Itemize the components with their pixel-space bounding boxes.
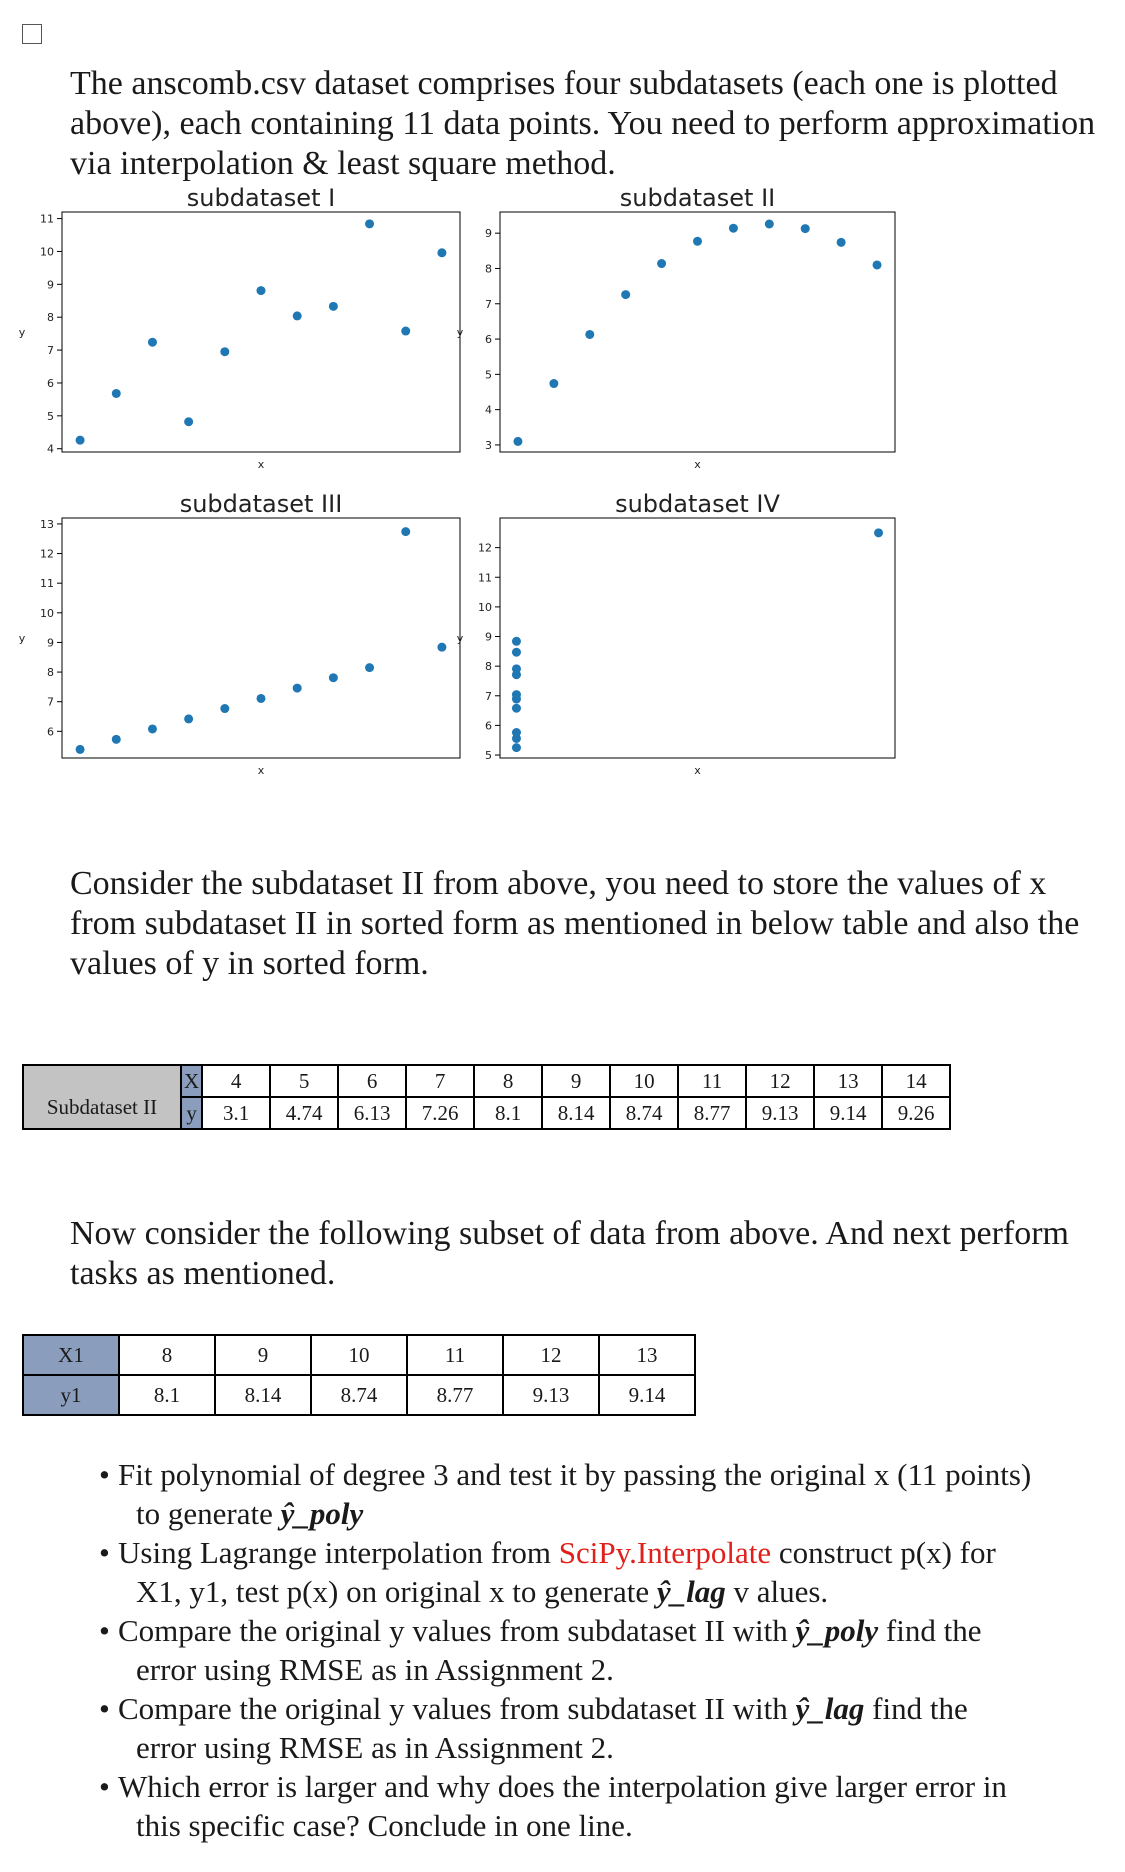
x1-y1-table xyxy=(22,1334,696,1416)
x1-cell: 12 xyxy=(503,1335,599,1375)
data-point xyxy=(512,704,521,713)
task-text: X1, y1, test p(x) on original x to generate xyxy=(136,1574,657,1609)
scatter-panel xyxy=(19,490,460,777)
y-tick-label: 13 xyxy=(40,517,54,531)
x-axis-label: x xyxy=(257,458,265,471)
plot-frame xyxy=(62,518,460,758)
data-point xyxy=(801,224,810,233)
task-text-cont: this specific case? Conclude in one line. xyxy=(136,1808,633,1843)
x-cell: 8 xyxy=(474,1065,542,1097)
scatter-panel xyxy=(19,184,460,471)
x1-cell: 9 xyxy=(215,1335,311,1375)
data-point xyxy=(693,237,702,246)
y-cell: 9.14 xyxy=(814,1097,882,1129)
y-hat-poly-symbol: ŷ_poly xyxy=(795,1613,879,1648)
data-point xyxy=(512,648,521,657)
y-tick-label: 9 xyxy=(485,630,492,644)
data-point xyxy=(401,527,410,536)
bullet: • xyxy=(99,1457,110,1492)
task-text-cont: error using RMSE as in Assignment 2. xyxy=(136,1652,614,1687)
data-point xyxy=(512,664,521,673)
bullet: • xyxy=(99,1613,110,1648)
table-row-x1 xyxy=(23,1335,695,1375)
y-tick-label: 10 xyxy=(40,606,54,620)
task-list xyxy=(95,1455,1105,1845)
y-axis-label: y xyxy=(18,632,26,645)
y-tick-label: 8 xyxy=(47,666,54,680)
anscombe-scatter-plots xyxy=(0,180,1125,777)
data-point xyxy=(401,327,410,336)
y-cell: 8.1 xyxy=(474,1097,542,1129)
y-tick-label: 11 xyxy=(40,577,54,591)
task-text: Which error is larger and why does the interpolation give larger error in xyxy=(118,1769,1007,1804)
data-point xyxy=(437,643,446,652)
scatter-panel xyxy=(457,490,895,777)
x1-cell: 8 xyxy=(119,1335,215,1375)
y-axis-label: y xyxy=(456,326,464,339)
scatter-panel xyxy=(457,184,895,471)
task-text-cont: error using RMSE as in Assignment 2. xyxy=(136,1730,614,1765)
select-checkbox[interactable] xyxy=(22,24,42,44)
data-point xyxy=(729,224,738,233)
y-tick-label: 7 xyxy=(47,344,54,358)
data-point xyxy=(76,745,85,754)
y-tick-label: 9 xyxy=(47,278,54,292)
bullet: • xyxy=(99,1535,110,1570)
data-point xyxy=(365,219,374,228)
data-point xyxy=(293,684,302,693)
data-point xyxy=(257,694,266,703)
y-tick-label: 6 xyxy=(485,719,492,733)
y-cell: 8.77 xyxy=(678,1097,746,1129)
y-header-cell: y xyxy=(181,1097,202,1129)
data-point xyxy=(184,417,193,426)
task-text: to generate xyxy=(136,1496,281,1531)
data-point xyxy=(112,389,121,398)
y-tick-label: 8 xyxy=(485,262,492,276)
y-tick-label: 8 xyxy=(485,660,492,674)
task-item xyxy=(95,1689,1105,1767)
y-tick-label: 12 xyxy=(478,541,492,555)
x-cell: 14 xyxy=(882,1065,950,1097)
x-axis-label: x xyxy=(257,764,265,777)
consider-paragraph: Consider the subdataset II from above, you need to store the values of x from subdataset II in sorted form as mentioned in below table and also the values of y in sorted form. xyxy=(70,865,1080,982)
x-cell: 11 xyxy=(678,1065,746,1097)
data-point xyxy=(765,220,774,229)
y1-cell: 8.74 xyxy=(311,1375,407,1415)
data-point xyxy=(513,437,522,446)
data-point xyxy=(220,347,229,356)
task-text: v alues. xyxy=(725,1574,829,1609)
y-hat-lag-symbol: ŷ_lag xyxy=(795,1691,865,1726)
x-cell: 12 xyxy=(746,1065,814,1097)
chart-title: subdataset III xyxy=(179,490,343,518)
subdataset-label: Subdataset II xyxy=(23,1065,181,1129)
x-axis-label: x xyxy=(694,458,701,471)
y-tick-label: 3 xyxy=(485,438,492,452)
data-point xyxy=(512,637,521,646)
plot-frame xyxy=(500,212,895,452)
y-tick-label: 12 xyxy=(40,547,54,561)
x1-header-cell: X1 xyxy=(23,1335,119,1375)
task-item xyxy=(95,1533,1105,1611)
data-point xyxy=(148,724,157,733)
chart-title: subdataset I xyxy=(186,184,336,212)
y-cell: 3.1 xyxy=(202,1097,270,1129)
y-tick-label: 4 xyxy=(485,403,492,417)
x-cell: 13 xyxy=(814,1065,882,1097)
data-point xyxy=(148,338,157,347)
y-tick-label: 4 xyxy=(47,442,54,456)
plot-frame xyxy=(500,518,895,758)
data-point xyxy=(873,260,882,269)
y-cell: 8.14 xyxy=(542,1097,610,1129)
data-point xyxy=(76,436,85,445)
y-tick-label: 6 xyxy=(485,333,492,347)
task-text: Using Lagrange interpolation from xyxy=(118,1535,559,1570)
y-cell: 6.13 xyxy=(338,1097,406,1129)
scipy-interpolate-link: SciPy.Interpolate xyxy=(558,1535,772,1570)
y-tick-label: 5 xyxy=(47,409,54,423)
data-point xyxy=(220,704,229,713)
y-tick-label: 11 xyxy=(40,212,54,226)
y-tick-label: 5 xyxy=(485,749,492,763)
task-text: construct p(x) for xyxy=(771,1535,996,1570)
y-tick-label: 6 xyxy=(47,725,54,739)
x-cell: 6 xyxy=(338,1065,406,1097)
x1-cell: 13 xyxy=(599,1335,695,1375)
chart-title: subdataset IV xyxy=(615,490,780,518)
task-text: Fit polynomial of degree 3 and test it by passing the original x (11 points) xyxy=(118,1457,1032,1492)
task-text: Compare the original y values from subdataset II with xyxy=(118,1613,796,1648)
task-text: Compare the original y values from subdataset II with xyxy=(118,1691,796,1726)
data-point xyxy=(621,290,630,299)
y-tick-label: 7 xyxy=(47,695,54,709)
data-point xyxy=(549,379,558,388)
x-cell: 7 xyxy=(406,1065,474,1097)
data-point xyxy=(874,528,883,537)
data-point xyxy=(184,714,193,723)
data-point xyxy=(365,663,374,672)
y-hat-poly-symbol: ŷ_poly xyxy=(280,1496,364,1531)
y-tick-label: 10 xyxy=(40,245,54,259)
y-hat-lag-symbol: ŷ_lag xyxy=(656,1574,726,1609)
table-row-x xyxy=(23,1065,950,1097)
task-item xyxy=(95,1455,1105,1533)
y-tick-label: 5 xyxy=(485,368,492,382)
data-point xyxy=(437,248,446,257)
x-cell: 10 xyxy=(610,1065,678,1097)
y-cell: 4.74 xyxy=(270,1097,338,1129)
y-axis-label: y xyxy=(456,632,464,645)
chart-title: subdataset II xyxy=(619,184,776,212)
data-point xyxy=(837,238,846,247)
data-point xyxy=(585,330,594,339)
bullet: • xyxy=(99,1691,110,1726)
y-cell: 7.26 xyxy=(406,1097,474,1129)
y1-header-cell: y1 xyxy=(23,1375,119,1415)
y1-cell: 8.14 xyxy=(215,1375,311,1415)
task-text-cont xyxy=(118,1572,1105,1611)
y1-cell: 8.1 xyxy=(119,1375,215,1415)
y-tick-label: 10 xyxy=(478,600,492,614)
table-row-y1 xyxy=(23,1375,695,1415)
task-text: find the xyxy=(864,1691,968,1726)
task-item xyxy=(95,1767,1105,1845)
subdataset2-table xyxy=(22,1064,951,1130)
x-axis-label: x xyxy=(694,764,701,777)
bullet: • xyxy=(99,1769,110,1804)
y-tick-label: 11 xyxy=(478,571,492,585)
data-point xyxy=(657,259,666,268)
data-point xyxy=(512,743,521,752)
task-item xyxy=(95,1611,1105,1689)
y-tick-label: 9 xyxy=(47,636,54,650)
now-consider-paragraph: Now consider the following subset of data from above. And next perform tasks as mentioned. xyxy=(70,1215,1069,1292)
y-tick-label: 7 xyxy=(485,297,492,311)
data-point xyxy=(293,311,302,320)
data-point xyxy=(112,735,121,744)
y1-cell: 9.13 xyxy=(503,1375,599,1415)
x-header-cell: X xyxy=(181,1065,202,1097)
task-text: find the xyxy=(878,1613,982,1648)
y-tick-label: 9 xyxy=(485,227,492,241)
x-cell: 9 xyxy=(542,1065,610,1097)
y-tick-label: 7 xyxy=(485,689,492,703)
y-axis-label: y xyxy=(18,326,26,339)
data-point xyxy=(512,690,521,699)
y-cell: 9.26 xyxy=(882,1097,950,1129)
y-cell: 8.74 xyxy=(610,1097,678,1129)
x1-cell: 11 xyxy=(407,1335,503,1375)
plot-frame xyxy=(62,212,460,452)
y-cell: 9.13 xyxy=(746,1097,814,1129)
y1-cell: 9.14 xyxy=(599,1375,695,1415)
x1-cell: 10 xyxy=(311,1335,407,1375)
y-tick-label: 8 xyxy=(47,311,54,325)
y-tick-label: 6 xyxy=(47,376,54,390)
x-cell: 4 xyxy=(202,1065,270,1097)
y1-cell: 8.77 xyxy=(407,1375,503,1415)
data-point xyxy=(257,286,266,295)
task-text-cont xyxy=(118,1494,1105,1533)
x-cell: 5 xyxy=(270,1065,338,1097)
data-point xyxy=(329,673,338,682)
data-point xyxy=(512,728,521,737)
intro-paragraph: The anscomb.csv dataset comprises four subdatasets (each one is plotted above), each containing 11 data points. You need to perform approximation via interpolation & least square method. xyxy=(70,65,1096,182)
data-point xyxy=(329,302,338,311)
